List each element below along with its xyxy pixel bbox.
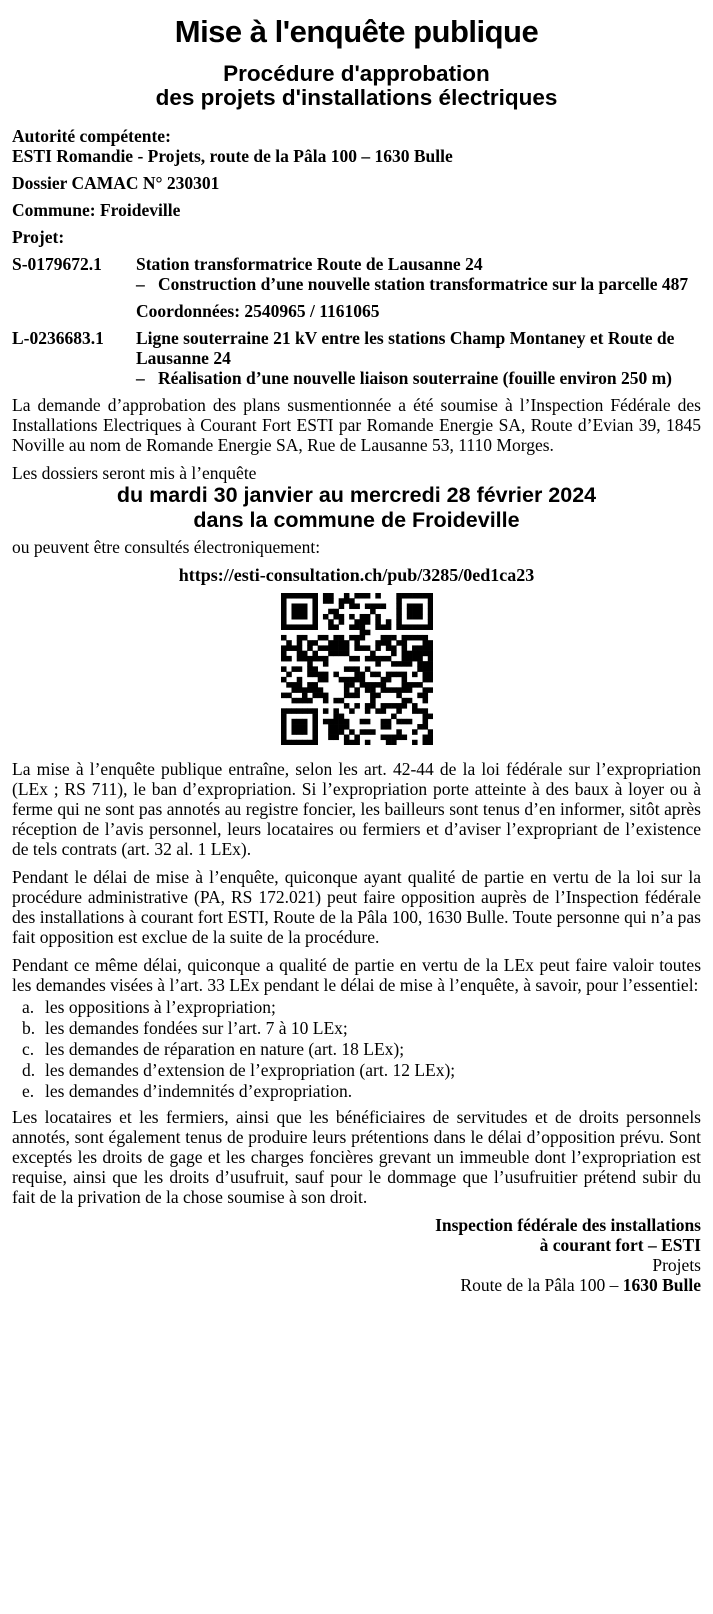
project-item: [12, 254, 701, 321]
project-item: [12, 328, 701, 388]
paragraph-ban: La mise à l’enquête publique entraîne, selon les art. 42-44 de la loi fédérale sur l’expropriation (LEx ; RS 711), le ban d’expropriation. Si l’expropriation porte atteinte à des baux à loyer ou à ferme qui ne sont pas annotés au registre foncier, les bailleurs sont tenus d’en informer, sitôt après réception de l’avis personnel, leurs locataires ou fermiers et d’aviser l’expropriant de l’existence de tels contrats (art. 32 al. 1 LEx).: [12, 759, 701, 859]
dossiers-text: Les dossiers seront mis à l’enquête: [12, 463, 257, 483]
authority-value: ESTI Romandie - Projets, route de la Pâla 100 – 1630 Bulle: [12, 146, 453, 166]
project-detail: – Réalisation d’une nouvelle liaison souterraine (fouille environ 250 m): [136, 368, 701, 388]
authority-label: Autorité compétente:: [12, 126, 171, 146]
period-line-1: du mardi 30 janvier au mercredi 28 février 2024: [116, 483, 597, 507]
project-detail: – Construction d’une nouvelle station transformatrice sur la parcelle 487: [136, 274, 701, 294]
project-detail-text: Réalisation d’une nouvelle liaison souterraine (fouille environ 250 m): [158, 368, 672, 388]
commune: Commune: Froideville: [12, 200, 181, 220]
project-title: Ligne souterraine 21 kV entre les stations Champ Montaney et Route de Lausanne 24: [136, 328, 675, 368]
project-code: S-0179672.1: [12, 254, 102, 274]
electronic-text: ou peuvent être consultés électroniquement:: [12, 537, 321, 557]
intro-paragraph: La demande d’approbation des plans susmentionnée a été soumise à l’Inspection Fédérale des Installations Electriques à Courant Fort ESTI par Romande Energie SA, Route d’Evian 39, 1845 Noville au nom de Romande Energie SA, Rue de Lausanne 53, 1110 Morges.: [12, 395, 701, 455]
subtitle-line-1: Procédure d'approbation: [223, 61, 490, 86]
list-item: a. les oppositions à l’expropriation;: [22, 997, 276, 1017]
project-label: Projet:: [12, 227, 65, 247]
period-line-2: dans la commune de Froideville: [193, 508, 520, 532]
list-item: d. les demandes d’extension de l’expropriation (art. 12 LEx);: [22, 1060, 456, 1080]
qr-code[interactable]: [281, 593, 433, 745]
list-item: e. les demandes d’indemnités d’expropriation.: [22, 1081, 353, 1101]
signature-line-3: Projets: [652, 1255, 701, 1275]
signature-block: [12, 1215, 701, 1295]
demands-list: [22, 997, 701, 1101]
signature-line-1: Inspection fédérale des installations: [435, 1215, 701, 1235]
project-coordinates: Coordonnées: 2540965 / 1161065: [136, 301, 380, 321]
signature-address: Route de la Pâla 100 – 1630 Bulle: [460, 1275, 701, 1295]
project-title: Station transformatrice Route de Lausanne 24: [136, 254, 483, 274]
paragraph-opposition: Pendant le délai de mise à l’enquête, quiconque ayant qualité de partie en vertu de la loi sur la procédure administrative (PA, RS 172.021) peut faire opposition auprès de l’Inspection fédérale des installations à courant fort ESTI, Route de la Pâla 100, 1630 Bulle. Toute personne qui n’a pas fait opposition est exclue de la suite de la procédure.: [12, 867, 701, 947]
paragraph-lex: Pendant ce même délai, quiconque a qualité de partie en vertu de la LEx peut faire valoir toutes les demandes visées à l’art. 33 LEx pendant le délai de mise à l’enquête, à savoir, pour l’essentiel:: [12, 955, 701, 995]
page-subtitle: [12, 62, 701, 110]
project-detail-text: Construction d’une nouvelle station transformatrice sur la parcelle 487: [158, 274, 689, 294]
consultation-url[interactable]: https://esti-consultation.ch/pub/3285/0ed1ca23: [178, 565, 535, 585]
paragraph-locataires: Les locataires et les fermiers, ainsi que les bénéficiaires de servitudes et de droits personnels annotés, sont également tenus de produire leurs prétentions dans le délai d’opposition prévu. Sont exceptés les droits de gage et les charges foncières grevant un immeuble dont l’expropriation est requise, ainsi que les droits d’usufruit, sauf pour le dommage que l’usufruitier prétend subir du fait de la privation de la chose soumise à son droit.: [12, 1107, 701, 1207]
subtitle-line-2: des projets d'installations électriques: [155, 85, 558, 110]
signature-line-2: à courant fort – ESTI: [539, 1235, 701, 1255]
list-item: c. les demandes de réparation en nature (art. 18 LEx);: [22, 1039, 405, 1059]
dossier-number: Dossier CAMAC N° 230301: [12, 173, 220, 193]
project-code: L-0236683.1: [12, 328, 104, 348]
page-title: Mise à l'enquête publique: [174, 14, 539, 49]
list-item: b. les demandes fondées sur l’art. 7 à 10 LEx;: [22, 1018, 348, 1038]
